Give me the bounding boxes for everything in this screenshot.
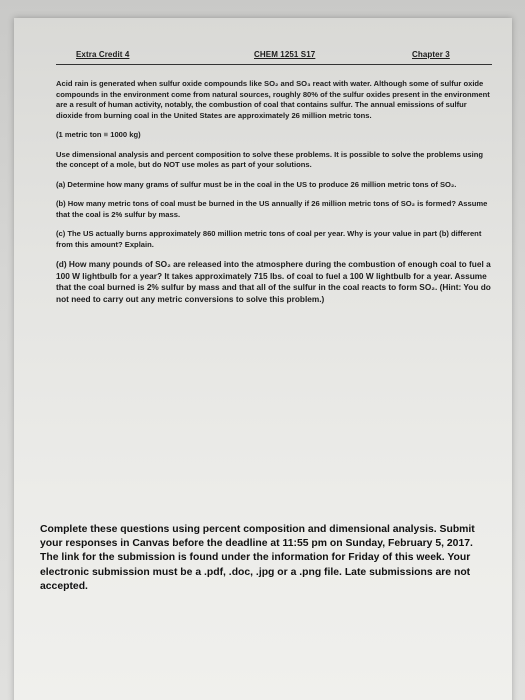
question-d: (d) How many pounds of SO₂ are released into the atmosphere during the combustion of enough coal to fuel a 100 W lightbulb for a year? It takes approximately 715 lbs. of coal to fuel a 100 W lightbulb for a year. Assume that the coal burned is 2% sulfur by mass and that all of the sulfur in the coal reacts to form SO₂. (Hint: You do not need to carry out any metric conversions to solve this problem.) — [56, 259, 491, 304]
header-assignment: Extra Credit 4 — [76, 50, 130, 59]
submission-paragraph: Complete these questions using percent composition and dimensional analysis. Submit your responses in Canvas before the deadline at 11:55 pm on Sunday, February 5, 2017. The link for the submission is found under the information for Friday of this week. Your electronic submission must be a .pdf, .doc, .jpg or a .png file. Late submissions are not accepted. — [40, 524, 475, 592]
intro-paragraph: Acid rain is generated when sulfur oxide compounds like SO₂ and SO₃ react with water. Although some of sulfur oxide compounds in the environment come from natural sources, roughly 80% of the sulfur oxides present in the environment are a result of human activity, notably, the combustion of coal that contains sulfur. The annual emissions of sulfur dioxide from burning coal in the United States are approximately 26 million metric tons. — [56, 79, 490, 120]
worksheet-content — [56, 48, 492, 314]
question-b: (b) How many metric tons of coal must be burned in the US annually if 26 million metric tons of SO₂ is formed? Assume that the coal is 2% sulfur by mass. — [56, 199, 488, 219]
header-course: CHEM 1251 S17 — [254, 50, 316, 59]
question-c: (c) The US actually burns approximately 860 million metric tons of coal per year. Why is your value in part (b) different from this amount? Explain. — [56, 229, 482, 249]
page-header — [56, 48, 492, 65]
instructions-paragraph: Use dimensional analysis and percent composition to solve these problems. It is possible to solve the problems using the concept of a mole, but do NOT use moles as part of your solutions. — [56, 149, 484, 169]
worksheet-page — [14, 18, 512, 700]
submission-block — [40, 523, 490, 594]
question-a: (a) Determine how many grams of sulfur must be in the coal in the US to produce 26 million metric tons of SO₂. — [56, 179, 457, 189]
conversion-note: (1 metric ton ≡ 1000 kg) — [56, 130, 141, 139]
header-chapter: Chapter 3 — [412, 50, 450, 59]
